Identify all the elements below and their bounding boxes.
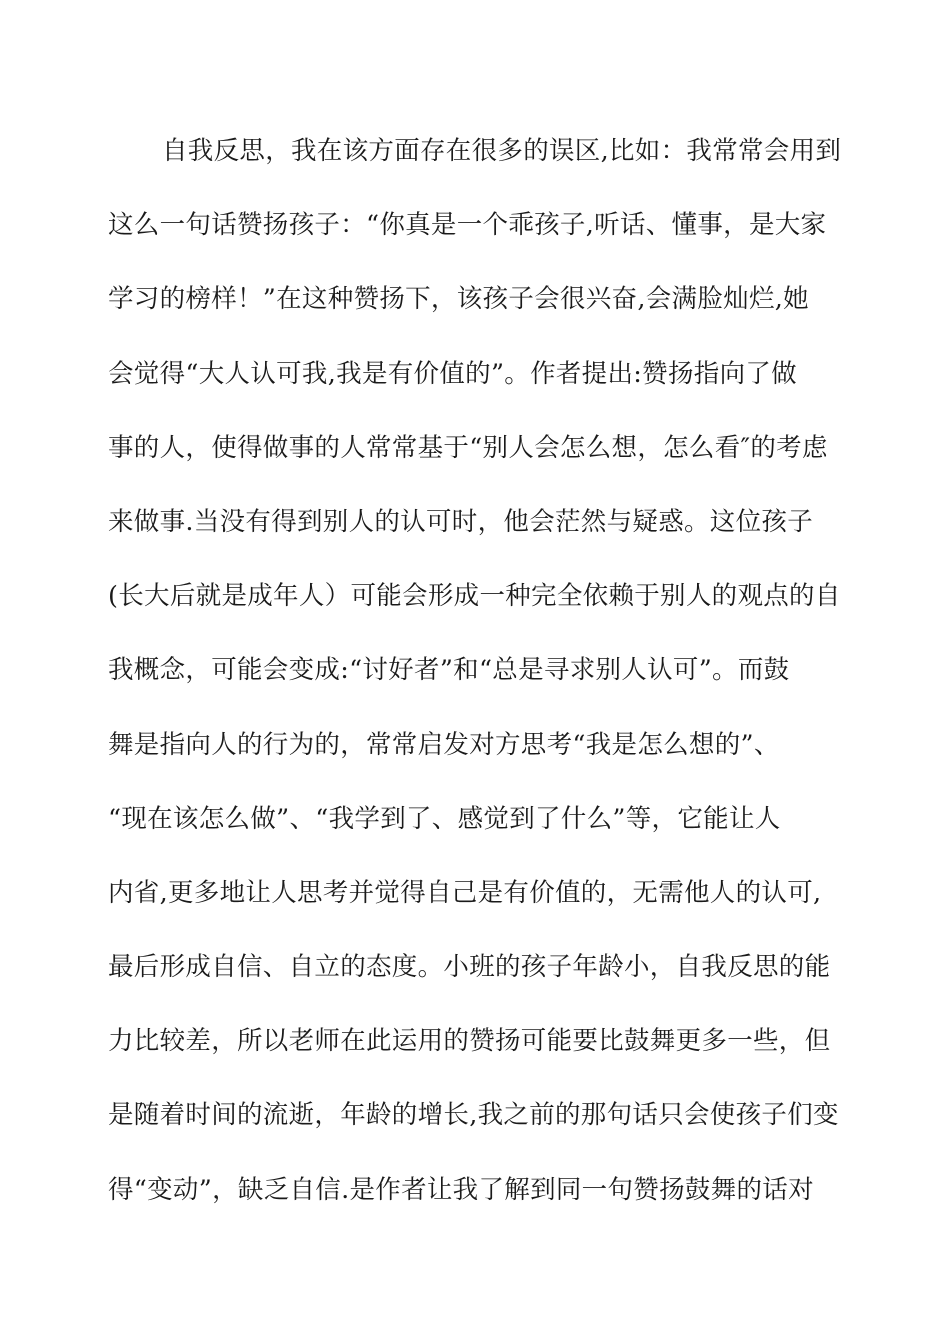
- paragraph-line: 得“变动”，缺乏自信.是作者让我了解到同一句赞扬鼓舞的话对: [108, 1174, 814, 1205]
- paragraph-line: 学习的榜样！”在这种赞扬下，该孩子会很兴奋,会满脸灿烂,她: [108, 284, 809, 315]
- paragraph-line: 事的人，使得做事的人常常基于“别人会怎么想，怎么看″的考虑: [108, 432, 828, 463]
- paragraph-line: 是随着时间的流逝，年龄的增长,我之前的那句话只会使孩子们变: [108, 1100, 839, 1131]
- paragraph-line: (长大后就是成年人）可能会形成一种完全依赖于别人的观点的自: [108, 581, 841, 612]
- paragraph-line: 我概念，可能会变成:“讨好者”和“总是寻求别人认可”。而鼓: [108, 655, 790, 686]
- body-paragraph: [108, 127, 848, 1214]
- paragraph-line: “现在该怎么做”、“我学到了、感觉到了什么”等，它能让人: [108, 803, 781, 834]
- paragraph-line: 最后形成自信、自立的态度。小班的孩子年龄小，自我反思的能: [108, 952, 831, 983]
- paragraph-line: 自我反思，我在该方面存在很多的误区,比如：我常常会用到: [162, 136, 842, 166]
- paragraph-line: 力比较差，所以老师在此运用的赞扬可能要比鼓舞更多一些，但: [108, 1026, 831, 1057]
- paragraph-line: 内省,更多地让人思考并觉得自己是有价值的，无需他人的认可,: [108, 877, 822, 908]
- paragraph-line: 舞是指向人的行为的，常常启发对方思考“我是怎么想的”、: [108, 729, 780, 760]
- paragraph-line: 这么一句话赞扬孩子：“你真是一个乖孩子,听话、懂事，是大家: [108, 210, 827, 241]
- paragraph-line: 来做事.当没有得到别人的认可时，他会茫然与疑惑。这位孩子: [108, 506, 814, 537]
- paragraph-line: 会觉得“大人认可我,我是有价值的”。作者提出:赞扬指向了做: [108, 358, 797, 389]
